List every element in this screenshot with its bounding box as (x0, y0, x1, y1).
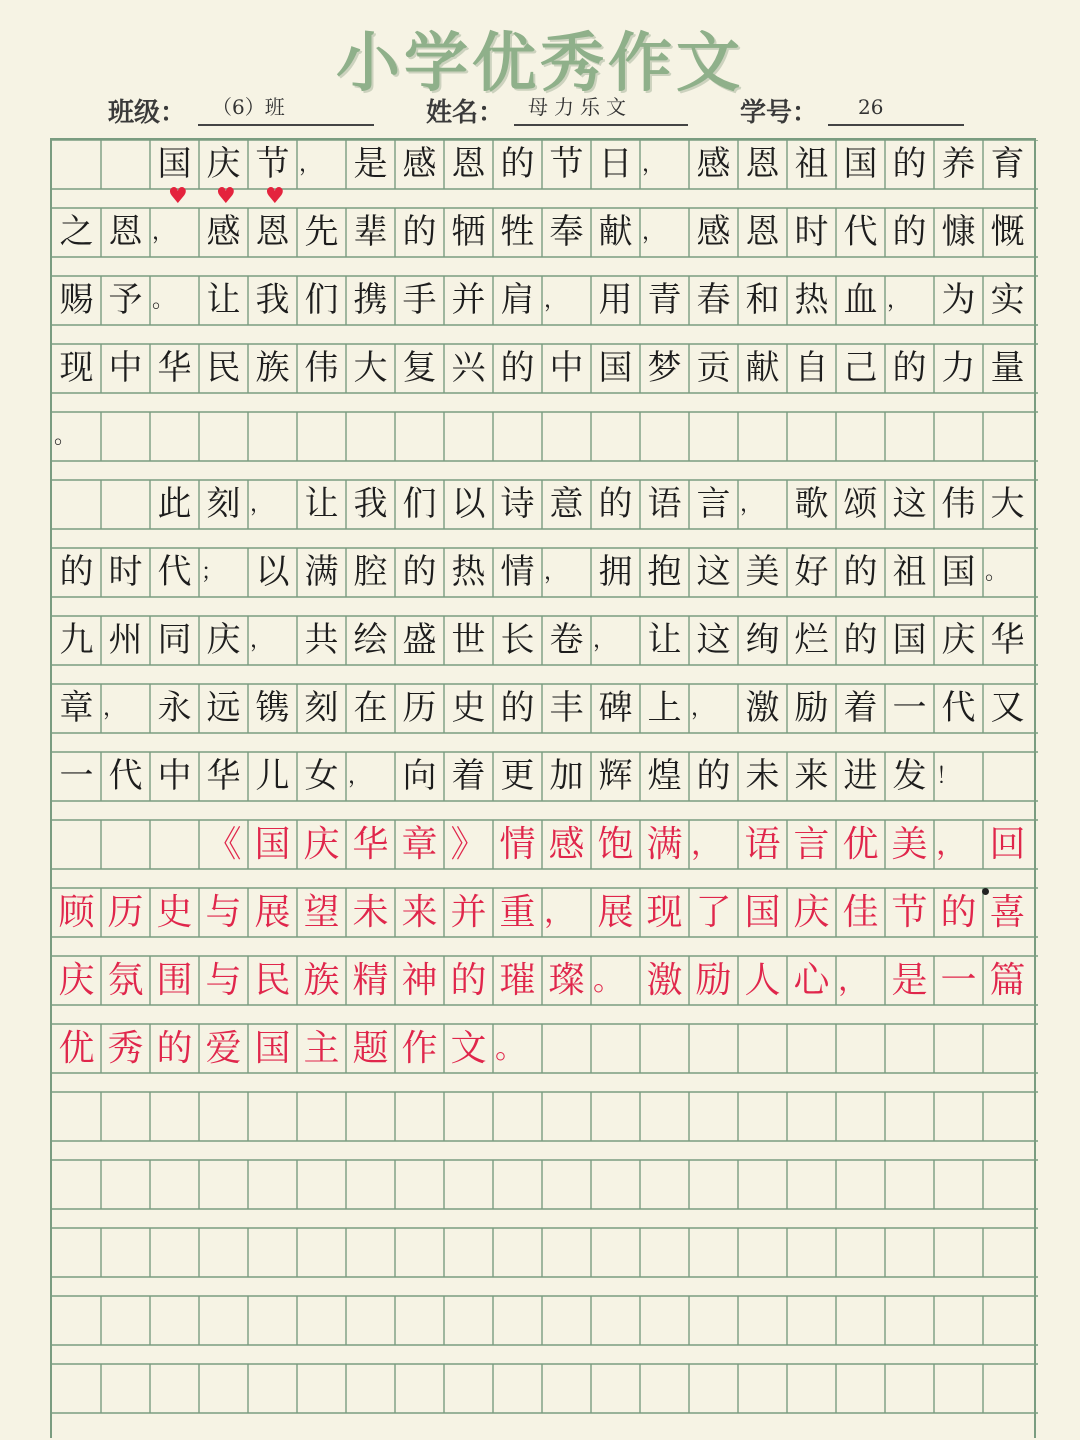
comment-char: 庆 (793, 892, 830, 933)
essay-char: 育 (990, 144, 1025, 184)
essay-char: 兴 (451, 348, 486, 388)
heart-icon: ♥ (168, 184, 188, 209)
essay-char: 儿 (255, 756, 290, 796)
essay-char: 牺 (451, 212, 486, 252)
essay-char: 的 (696, 756, 731, 796)
essay-char: 语 (647, 484, 682, 524)
essay-char: 腔 (353, 552, 388, 592)
comment-char: ， (544, 895, 574, 930)
essay-char: 满 (304, 552, 339, 592)
essay-char: 此 (157, 484, 192, 524)
essay-char: 和 (745, 280, 780, 320)
comment-char: 秀 (107, 1028, 144, 1069)
comment-char: 展 (597, 892, 634, 933)
essay-char: 未 (745, 756, 780, 796)
comment-char: 民 (254, 960, 291, 1001)
essay-char: 华 (157, 348, 192, 388)
comment-char: ， (691, 827, 721, 862)
comment-char: 美 (891, 824, 928, 865)
essay-char: 好 (794, 552, 829, 592)
essay-char: 更 (500, 756, 535, 796)
comment-char: 喜 (989, 892, 1026, 933)
comment-char: 情 (499, 824, 536, 865)
name-value: 母力乐文 (514, 88, 688, 126)
comment-char: 是 (891, 960, 928, 1001)
comment-char: 优 (842, 824, 879, 865)
essay-char: 拥 (598, 552, 633, 592)
essay-char: 刻 (206, 484, 241, 524)
essay-char: ， (740, 492, 763, 517)
essay-char: 养 (941, 144, 976, 184)
essay-char: 时 (794, 212, 829, 252)
comment-char: 的 (450, 960, 487, 1001)
essay-char: ， (348, 764, 371, 789)
comment-char: 史 (156, 892, 193, 933)
essay-char: 又 (990, 688, 1025, 728)
essay-char: 予 (108, 280, 143, 320)
essay-char: 让 (304, 484, 339, 524)
comment-char: 重 (499, 892, 536, 933)
essay-char: 上 (647, 688, 682, 728)
essay-char: ； (201, 560, 224, 585)
comment-char: 。 (495, 1031, 525, 1066)
essay-char: 烂 (794, 620, 829, 660)
essay-char: 镌 (255, 688, 290, 728)
essay-char: 实 (990, 280, 1025, 320)
essay-char: 以 (255, 552, 290, 592)
essay-char: 奉 (549, 212, 584, 252)
essay-char: 刻 (304, 688, 339, 728)
comment-char: 节 (891, 892, 928, 933)
essay-char: 九 (59, 620, 94, 660)
essay-char: 远 (206, 688, 241, 728)
essay-char: 。 (152, 288, 175, 313)
comment-char: ， (936, 827, 966, 862)
comment-char: 氛 (107, 960, 144, 1001)
comment-char: 望 (303, 892, 340, 933)
essay-char: 章 (59, 688, 94, 728)
essay-char: 中 (157, 756, 192, 796)
essay-char: 代 (157, 552, 192, 592)
essay-char: 我 (353, 484, 388, 524)
ink-dot (982, 888, 989, 895)
essay-char: 一 (892, 688, 927, 728)
comment-char: 感 (548, 824, 585, 865)
comment-char: 并 (450, 892, 487, 933)
essay-char: 牲 (500, 212, 535, 252)
comment-char: 满 (646, 824, 683, 865)
comment-char: 佳 (842, 892, 879, 933)
essay-char: 着 (451, 756, 486, 796)
essay-char: 现 (59, 348, 94, 388)
essay-char: 们 (402, 484, 437, 524)
essay-char: 的 (500, 144, 535, 184)
essay-char: 这 (892, 484, 927, 524)
essay-char: 热 (451, 552, 486, 592)
essay-char: 中 (108, 348, 143, 388)
comment-char: 的 (156, 1028, 193, 1069)
essay-char: 青 (647, 280, 682, 320)
essay-char: 辈 (353, 212, 388, 252)
essay-char: 的 (892, 144, 927, 184)
essay-char: 庆 (206, 144, 241, 184)
essay-char: 在 (353, 688, 388, 728)
heart-icon: ♥ (265, 184, 285, 209)
comment-char: 与 (205, 892, 242, 933)
essay-char: 永 (157, 688, 192, 728)
comment-char: 璨 (548, 960, 585, 1001)
essay-char: 国 (941, 552, 976, 592)
essay-char: 肩 (500, 280, 535, 320)
essay-char: 的 (59, 552, 94, 592)
essay-char: 颂 (843, 484, 878, 524)
comment-char: 《 (205, 824, 242, 865)
essay-char: 的 (598, 484, 633, 524)
essay-char: 己 (843, 348, 878, 388)
comment-char: 国 (254, 824, 291, 865)
comment-char: 族 (303, 960, 340, 1001)
essay-char: 力 (941, 348, 976, 388)
essay-char: 国 (157, 144, 192, 184)
essay-char: 恩 (255, 212, 290, 252)
essay-char: 这 (696, 552, 731, 592)
comment-char: 语 (744, 824, 781, 865)
essay-char: 时 (108, 552, 143, 592)
essay-char: ， (544, 288, 567, 313)
essay-char: 意 (549, 484, 584, 524)
page-title: 小学优秀作文 (336, 26, 744, 101)
essay-char: 恩 (451, 144, 486, 184)
essay-char: 血 (843, 280, 878, 320)
comment-char: 国 (744, 892, 781, 933)
comment-char: 人 (744, 960, 781, 1001)
essay-char: 华 (990, 620, 1025, 660)
essay-char: ， (593, 628, 616, 653)
essay-char: 伟 (941, 484, 976, 524)
comment-char: 》 (450, 824, 487, 865)
essay-char: ， (642, 152, 665, 177)
essay-char: 进 (843, 756, 878, 796)
essay-char: 让 (206, 280, 241, 320)
essay-char: ， (250, 628, 273, 653)
essay-char: 量 (990, 348, 1025, 388)
essay-char: 这 (696, 620, 731, 660)
essay-char: 世 (451, 620, 486, 660)
essay-char: 的 (892, 348, 927, 388)
essay-char: 恩 (745, 144, 780, 184)
essay-char: 为 (941, 280, 976, 320)
essay-char: 慷 (941, 212, 976, 252)
essay-char: 热 (794, 280, 829, 320)
comment-char: 回 (989, 824, 1026, 865)
essay-char: 国 (892, 620, 927, 660)
comment-char: 心 (793, 960, 830, 1001)
essay-char: 诗 (500, 484, 535, 524)
essay-char: 共 (304, 620, 339, 660)
number-value: 26 (828, 88, 964, 126)
essay-char: 国 (598, 348, 633, 388)
essay-char: ， (250, 492, 273, 517)
essay-char: 歌 (794, 484, 829, 524)
comment-char: 国 (254, 1028, 291, 1069)
comment-char: 精 (352, 960, 389, 1001)
essay-char: 同 (157, 620, 192, 660)
comment-char: 优 (58, 1028, 95, 1069)
essay-char: ， (887, 288, 910, 313)
essay-char: 的 (843, 620, 878, 660)
essay-char: 恩 (745, 212, 780, 252)
comment-char: 爱 (205, 1028, 242, 1069)
comment-char: 了 (695, 892, 732, 933)
essay-char: 族 (255, 348, 290, 388)
heart-icon: ♥ (216, 184, 236, 209)
essay-char: 的 (892, 212, 927, 252)
comment-char: 华 (352, 824, 389, 865)
essay-char: 庆 (941, 620, 976, 660)
essay-char: 中 (549, 348, 584, 388)
essay-char: 代 (941, 688, 976, 728)
essay-char: 节 (549, 144, 584, 184)
comment-char: 璀 (499, 960, 536, 1001)
essay-char: 伟 (304, 348, 339, 388)
essay-char: 贡 (696, 348, 731, 388)
essay-char: ， (103, 696, 126, 721)
essay-char: 。 (54, 424, 77, 449)
essay-char: 历 (402, 688, 437, 728)
essay-char: 的 (500, 688, 535, 728)
comment-char: 主 (303, 1028, 340, 1069)
essay-char: 盛 (402, 620, 437, 660)
essay-char: 献 (745, 348, 780, 388)
comment-char: 历 (107, 892, 144, 933)
comment-char: 篇 (989, 960, 1026, 1001)
essay-char: 向 (402, 756, 437, 796)
essay-char: ， (544, 560, 567, 585)
comment-char: 励 (695, 960, 732, 1001)
comment-char: 一 (940, 960, 977, 1001)
comment-char: 神 (401, 960, 438, 1001)
essay-char: 的 (402, 212, 437, 252)
essay-char: 的 (843, 552, 878, 592)
essay-char: 复 (402, 348, 437, 388)
comment-char: 饱 (597, 824, 634, 865)
essay-char: 史 (451, 688, 486, 728)
essay-char: 女 (304, 756, 339, 796)
comment-char: 与 (205, 960, 242, 1001)
essay-char: 感 (206, 212, 241, 252)
essay-char: 祖 (892, 552, 927, 592)
essay-char: 。 (985, 560, 1008, 585)
essay-char: 来 (794, 756, 829, 796)
essay-char: 感 (696, 144, 731, 184)
essay-char: 先 (304, 212, 339, 252)
essay-char: 情 (500, 552, 535, 592)
essay-char: 一 (59, 756, 94, 796)
essay-char: 煌 (647, 756, 682, 796)
essay-char: 祖 (794, 144, 829, 184)
essay-char: 春 (696, 280, 731, 320)
essay-char: 励 (794, 688, 829, 728)
essay-char: 国 (843, 144, 878, 184)
essay-char: 绚 (745, 620, 780, 660)
essay-char: 并 (451, 280, 486, 320)
comment-char: 现 (646, 892, 683, 933)
essay-char: 慨 (990, 212, 1025, 252)
comment-char: 庆 (58, 960, 95, 1001)
essay-char: 碑 (598, 688, 633, 728)
essay-char: 的 (402, 552, 437, 592)
essay-char: ， (152, 220, 175, 245)
essay-char: 发 (892, 756, 927, 796)
comment-char: 庆 (303, 824, 340, 865)
comment-char: 围 (156, 960, 193, 1001)
essay-char: 辉 (598, 756, 633, 796)
essay-char: ， (642, 220, 665, 245)
essay-char: ， (299, 152, 322, 177)
essay-char: 激 (745, 688, 780, 728)
essay-char: 献 (598, 212, 633, 252)
essay-char: 自 (794, 348, 829, 388)
essay-char: 代 (108, 756, 143, 796)
essay-char: 着 (843, 688, 878, 728)
essay-char: 卷 (549, 620, 584, 660)
comment-char: 。 (593, 963, 623, 998)
comment-char: 文 (450, 1028, 487, 1069)
essay-char: 恩 (108, 212, 143, 252)
essay-char: 之 (59, 212, 94, 252)
essay-char: 手 (402, 280, 437, 320)
comment-char: ， (838, 963, 868, 998)
essay-char: 大 (353, 348, 388, 388)
essay-char: 日 (598, 144, 633, 184)
essay-char: ， (691, 696, 714, 721)
essay-char: 代 (843, 212, 878, 252)
essay-char: 民 (206, 348, 241, 388)
comment-char: 题 (352, 1028, 389, 1069)
comment-char: 言 (793, 824, 830, 865)
essay-char: 以 (451, 484, 486, 524)
essay-char: ！ (936, 764, 959, 789)
class-label: 班级： (108, 98, 187, 128)
essay-char: 绘 (353, 620, 388, 660)
essay-char: 让 (647, 620, 682, 660)
essay-char: 丰 (549, 688, 584, 728)
essay-char: 是 (353, 144, 388, 184)
name-label: 姓名： (426, 98, 505, 128)
essay-char: 言 (696, 484, 731, 524)
essay-char: 的 (500, 348, 535, 388)
essay-char: 们 (304, 280, 339, 320)
essay-char: 用 (598, 280, 633, 320)
comment-char: 展 (254, 892, 291, 933)
essay-char: 携 (353, 280, 388, 320)
comment-char: 来 (401, 892, 438, 933)
comment-char: 章 (401, 824, 438, 865)
essay-char: 节 (255, 144, 290, 184)
essay-char: 长 (500, 620, 535, 660)
essay-char: 加 (549, 756, 584, 796)
essay-char: 美 (745, 552, 780, 592)
number-label: 学号： (740, 98, 819, 128)
essay-char: 抱 (647, 552, 682, 592)
essay-char: 庆 (206, 620, 241, 660)
essay-char: 华 (206, 756, 241, 796)
essay-char: 大 (990, 484, 1025, 524)
essay-char: 感 (402, 144, 437, 184)
essay-char: 赐 (59, 280, 94, 320)
comment-char: 激 (646, 960, 683, 1001)
class-value: （6）班 (198, 88, 374, 126)
comment-char: 作 (401, 1028, 438, 1069)
comment-char: 顾 (58, 892, 95, 933)
essay-char: 感 (696, 212, 731, 252)
essay-char: 州 (108, 620, 143, 660)
essay-char: 梦 (647, 348, 682, 388)
comment-char: 的 (940, 892, 977, 933)
comment-char: 未 (352, 892, 389, 933)
essay-char: 我 (255, 280, 290, 320)
